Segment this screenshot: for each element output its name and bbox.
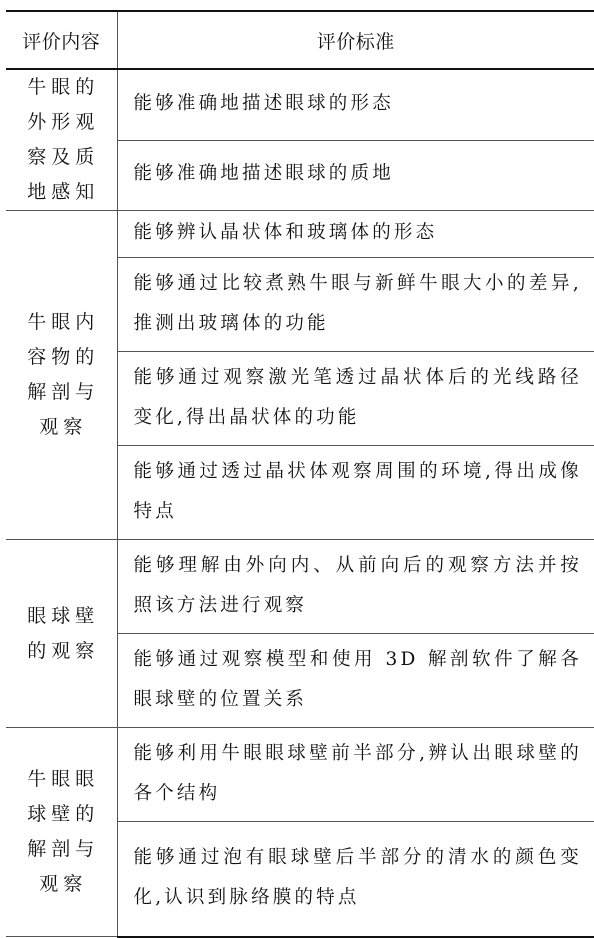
criteria-cell: 能够通过观察激光笔透过晶状体后的光线路径变化,得出晶状体的功能	[117, 352, 594, 446]
criteria-cell: 能够通过比较煮熟牛眼与新鲜牛眼大小的差异,推测出玻璃体的功能	[117, 258, 594, 352]
criteria-cell: 能够利用牛眼眼球壁前半部分,辨认出眼球壁的各个结构	[117, 728, 594, 822]
criteria-cell: 能够通过观察模型和使用 3D 解剖软件了解各眼球壁的位置关系	[117, 634, 594, 728]
category-cell: 牛眼的外形观察及质地感知	[6, 69, 117, 211]
table-header-row	[6, 11, 594, 69]
header-evaluation-content: 评价内容	[6, 11, 117, 69]
category-cell: 牛眼眼球壁的解剖与观察	[6, 728, 117, 937]
table-row	[6, 728, 594, 822]
table-row	[6, 211, 594, 258]
criteria-cell: 能够通过透过晶状体观察周围的环境,得出成像特点	[117, 446, 594, 540]
criteria-cell: 能够理解由外向内、从前向后的观察方法并按照该方法进行观察	[117, 540, 594, 634]
evaluation-table	[6, 10, 594, 938]
criteria-cell: 能够辨认晶状体和玻璃体的形态	[117, 211, 594, 258]
criteria-cell: 能够准确地描述眼球的质地	[117, 140, 594, 210]
criteria-cell: 能够准确地描述眼球的形态	[117, 69, 594, 140]
header-evaluation-criteria: 评价标准	[117, 11, 594, 69]
table-row	[6, 540, 594, 634]
category-cell: 眼球壁的观察	[6, 540, 117, 728]
criteria-cell: 能够通过泡有眼球壁后半部分的清水的颜色变化,认识到脉络膜的特点	[117, 822, 594, 937]
table-row	[6, 69, 594, 140]
category-cell: 牛眼内容物的解剖与观察	[6, 211, 117, 540]
